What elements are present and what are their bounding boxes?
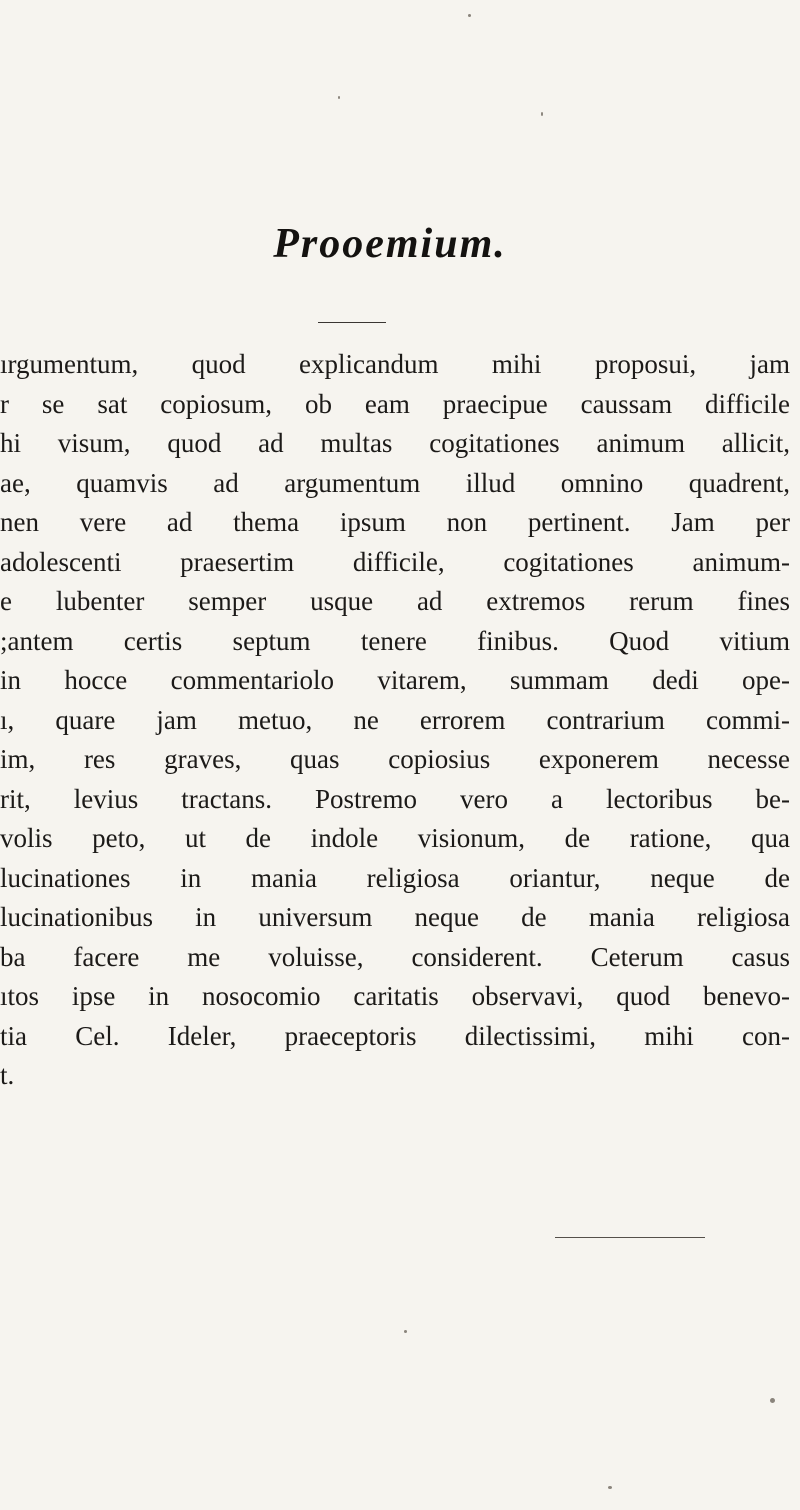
paper-speck	[770, 1398, 775, 1403]
text-line: nen vere ad thema ipsum non pertinent. Jam per	[0, 507, 790, 537]
text-line: in hocce commentariolo vitarem, summam dedi ope-	[0, 665, 790, 695]
text-line: lucinationibus in universum neque de mania religiosa	[0, 902, 790, 932]
text-line: tia Cel. Ideler, praeceptoris dilectissimi, mihi con-	[0, 1020, 790, 1051]
text-line: ;antem certis septum tenere finibus. Quod vitium	[0, 625, 790, 656]
paper-speck	[338, 96, 340, 99]
text-line: adolescenti praesertim difficile, cogitationes animum-	[0, 546, 790, 577]
paper-speck	[608, 1486, 612, 1489]
page-heading: Prooemium.	[273, 221, 507, 267]
text-line: ı, quare jam metuo, ne errorem contrarium commi-	[0, 704, 790, 735]
text-line: e lubenter semper usque ad extremos rerum fines	[0, 586, 790, 616]
text-line: ba facere me voluisse, considerent. Ceterum casus	[0, 941, 790, 972]
text-line: ıtos ipse in nosocomio caritatis observavi, quod benevo-	[0, 981, 790, 1011]
footer-divider	[555, 1237, 705, 1238]
text-line: hi visum, quod ad multas cogitationes animum allicit,	[0, 428, 790, 458]
text-line: ırgumentum, quod explicandum mihi proposui, jam	[0, 349, 790, 379]
paper-speck	[541, 112, 543, 116]
text-line: lucinationes in mania religiosa oriantur, neque de	[0, 862, 790, 893]
text-line: ae, quamvis ad argumentum illud omnino quadrent,	[0, 467, 790, 498]
paper-speck	[468, 14, 471, 17]
body-text	[0, 345, 790, 1096]
text-line: rit, levius tractans. Postremo vero a lectoribus be-	[0, 783, 790, 814]
paper-speck	[404, 1330, 407, 1333]
text-line: r se sat copiosum, ob eam praecipue caussam difficile	[0, 388, 790, 419]
heading-divider	[318, 322, 386, 323]
text-line-final: t.	[0, 1060, 15, 1090]
text-line: im, res graves, quas copiosius exponerem necesse	[0, 744, 790, 774]
text-line: volis peto, ut de indole visionum, de ratione, qua	[0, 823, 790, 853]
